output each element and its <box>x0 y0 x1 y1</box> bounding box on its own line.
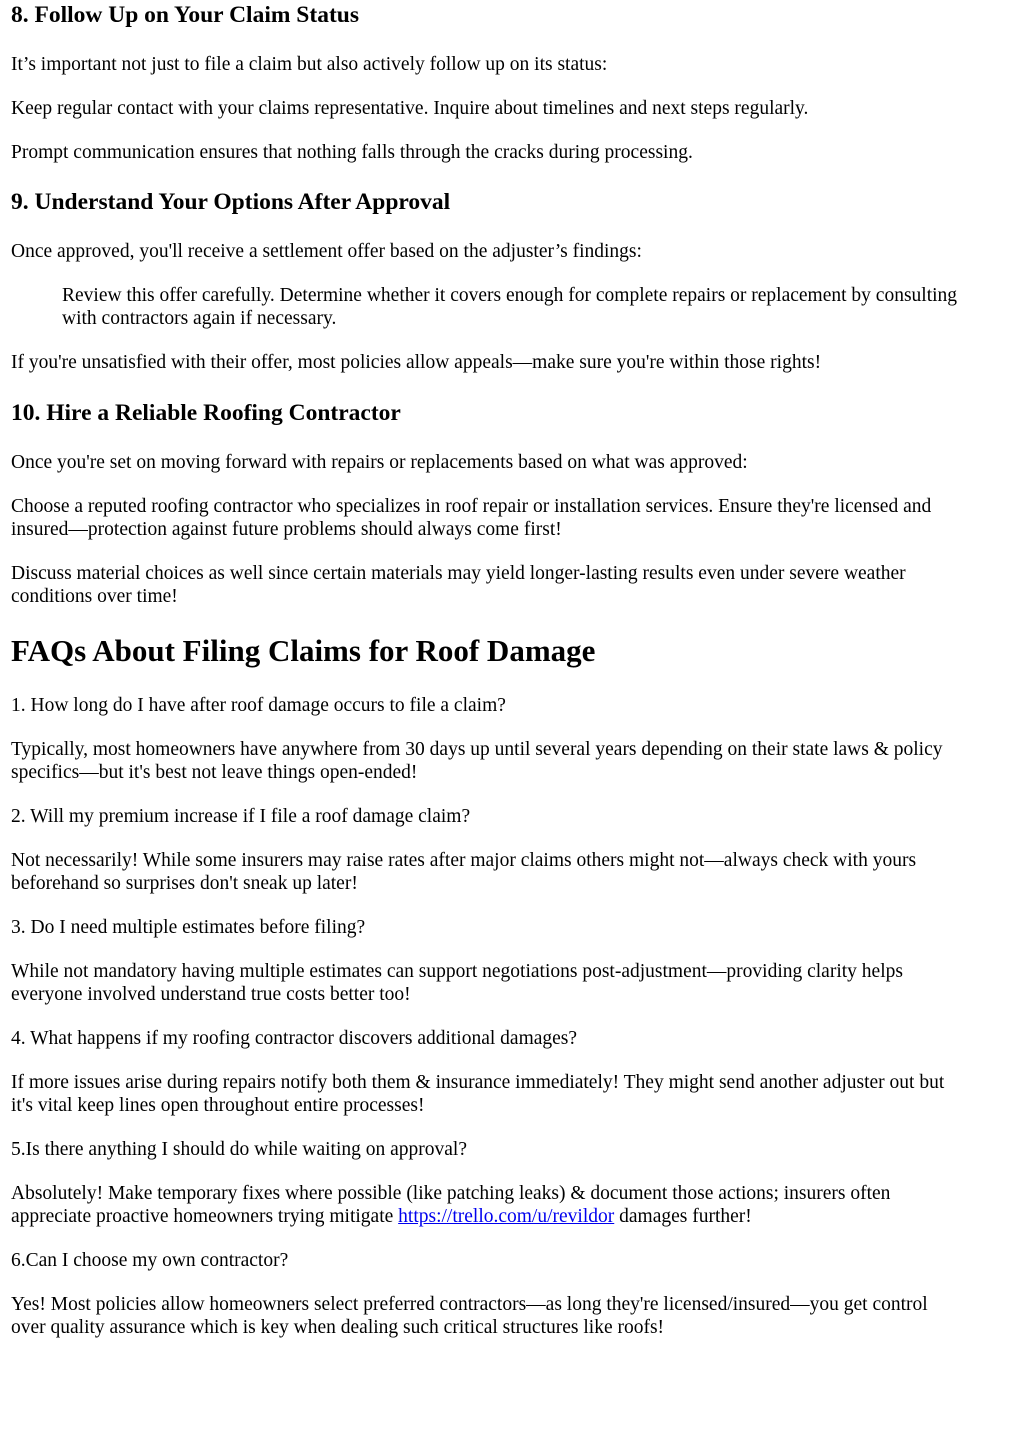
answer-line: specifics—but it's best not leave things open-ended! <box>11 762 418 783</box>
answer-text: appreciate proactive homeowners trying mitigate <box>11 1206 399 1227</box>
answer-line: over quality assurance which is key when dealing such critical structures like roofs! <box>11 1317 665 1338</box>
answer-line: Absolutely! Make temporary fixes where possible (like patching leaks) & document those actions; insurers often <box>11 1183 891 1204</box>
section-9-heading: 9. Understand Your Options After Approval <box>11 189 451 215</box>
answer-line: Typically, most homeowners have anywhere from 30 days up until several years depending on their state laws & policy <box>11 739 943 760</box>
answer-line: Not necessarily! While some insurers may raise rates after major claims others might not—always check with yours <box>11 850 917 871</box>
answer-line: it's vital keep lines open throughout entire processes! <box>11 1095 425 1116</box>
faq-question-4: 4. What happens if my roofing contractor discovers additional damages? <box>11 1028 578 1049</box>
section-8-paragraph-3: Prompt communication ensures that nothing falls through the cracks during processing. <box>11 142 693 163</box>
faq-question-5: 5.Is there anything I should do while waiting on approval? <box>11 1139 467 1160</box>
faq-question-6: 6.Can I choose my own contractor? <box>11 1250 289 1271</box>
faq-heading: FAQs About Filing Claims for Roof Damage <box>11 633 596 668</box>
answer-line <box>11 1205 752 1228</box>
section-10-heading: 10. Hire a Reliable Roofing Contractor <box>11 400 401 426</box>
section-10-paragraph-1: Once you're set on moving forward with repairs or replacements based on what was approved: <box>11 452 748 473</box>
blockquote-line: Review this offer carefully. Determine whether it covers enough for complete repairs or replacement by consulting <box>62 285 958 306</box>
blockquote-line: with contractors again if necessary. <box>62 308 337 329</box>
paragraph-line: Choose a reputed roofing contractor who specializes in roof repair or installation services. Ensure they're licensed and <box>11 496 932 517</box>
section-8-heading: 8. Follow Up on Your Claim Status <box>11 2 359 28</box>
faq-question-2: 2. Will my premium increase if I file a roof damage claim? <box>11 806 471 827</box>
section-8-paragraph-1: It’s important not just to file a claim but also actively follow up on its status: <box>11 54 608 75</box>
paragraph-line: conditions over time! <box>11 586 178 607</box>
answer-line: everyone involved understand true costs better too! <box>11 984 411 1005</box>
answer-line: If more issues arise during repairs notify both them & insurance immediately! They might send another adjuster out but <box>11 1072 945 1093</box>
answer-line: While not mandatory having multiple estimates can support negotiations post-adjustment—providing clarity helps <box>11 961 903 982</box>
answer-line: Yes! Most policies allow homeowners select preferred contractors—as long they're licensed/insured—you get control <box>11 1294 928 1315</box>
paragraph-line: Discuss material choices as well since certain materials may yield longer-lasting results even under severe weather <box>11 563 906 584</box>
section-9-paragraph-1: Once approved, you'll receive a settlement offer based on the adjuster’s findings: <box>11 241 642 262</box>
faq-question-1: 1. How long do I have after roof damage occurs to file a claim? <box>11 695 506 716</box>
section-8-paragraph-2: Keep regular contact with your claims representative. Inquire about timelines and next steps regularly. <box>11 98 809 119</box>
answer-text: damages further! <box>614 1206 752 1227</box>
trello-profile-link[interactable]: https://trello.com/u/revildor <box>398 1206 615 1227</box>
faq-question-3: 3. Do I need multiple estimates before filing? <box>11 917 366 938</box>
section-9-paragraph-2: If you're unsatisfied with their offer, most policies allow appeals—make sure you're within those rights! <box>11 352 822 373</box>
paragraph-line: insured—protection against future problems should always come first! <box>11 519 562 540</box>
answer-line: beforehand so surprises don't sneak up later! <box>11 873 358 894</box>
